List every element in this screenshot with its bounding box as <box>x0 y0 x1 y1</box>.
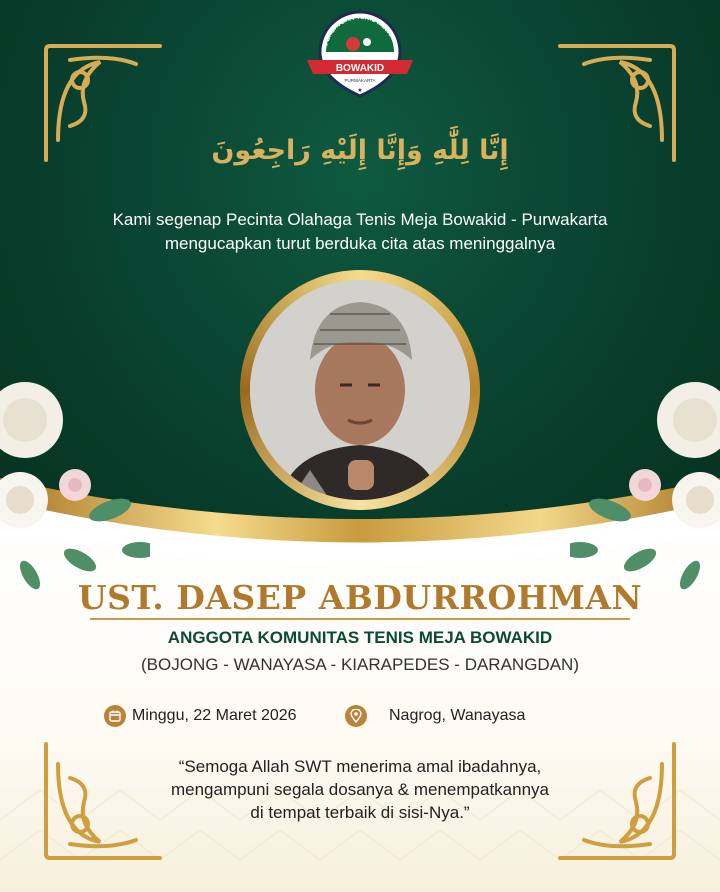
portrait-photo <box>250 280 470 500</box>
deceased-role: ANGGOTA KOMUNITAS TENIS MEJA BOWAKID <box>167 628 553 647</box>
prayer-quote <box>110 755 610 824</box>
calendar-icon <box>104 705 126 727</box>
intro-line-2: mengucapkan turut berduka cita atas meninggalnya <box>164 234 556 253</box>
intro-line-1: Kami segenap Pecinta Olahaga Tenis Meja Bowakid - Purwakarta <box>112 210 608 229</box>
svg-text:PERSATUAN TENIS MEJA: PERSATUAN TENIS MEJA <box>322 13 394 47</box>
event-location <box>345 704 525 728</box>
floral-decoration-left <box>0 360 150 610</box>
event-date-text: Minggu, 22 Maret 2026 <box>132 707 297 724</box>
name-divider <box>90 618 630 620</box>
deceased-name: UST. DASEP ABDURROHMAN <box>77 578 643 617</box>
prayer-line-1: “Semoga Allah SWT menerima amal ibadahnya, <box>178 757 542 776</box>
svg-text:★: ★ <box>357 87 363 94</box>
prayer-line-3: di tempat terbaik di sisi-Nya.” <box>250 803 470 822</box>
event-location-text: Nagrog, Wanayasa <box>389 707 526 724</box>
arabic-calligraphy: إِنَّا لِلَّٰهِ وَإِنَّا إِلَيْهِ رَاجِعُونَ <box>211 134 509 166</box>
floral-decoration-right <box>570 360 720 610</box>
location-pin-icon <box>345 705 367 727</box>
intro-text <box>40 208 680 256</box>
portrait-frame <box>240 270 480 510</box>
ornament-corner-top-left <box>40 40 168 168</box>
event-date <box>104 704 297 728</box>
svg-text:BOWAKID: BOWAKID <box>335 63 385 74</box>
deceased-regions: (BOJONG - WANAYASA - KIARAPEDES - DARANGDAN) <box>141 655 579 674</box>
ornament-corner-top-right <box>552 40 680 168</box>
svg-text:PURWAKARTA: PURWAKARTA <box>344 78 376 83</box>
bowakid-logo <box>305 8 415 100</box>
prayer-line-2: mengampuni segala dosanya & menempatkannya <box>170 780 550 799</box>
